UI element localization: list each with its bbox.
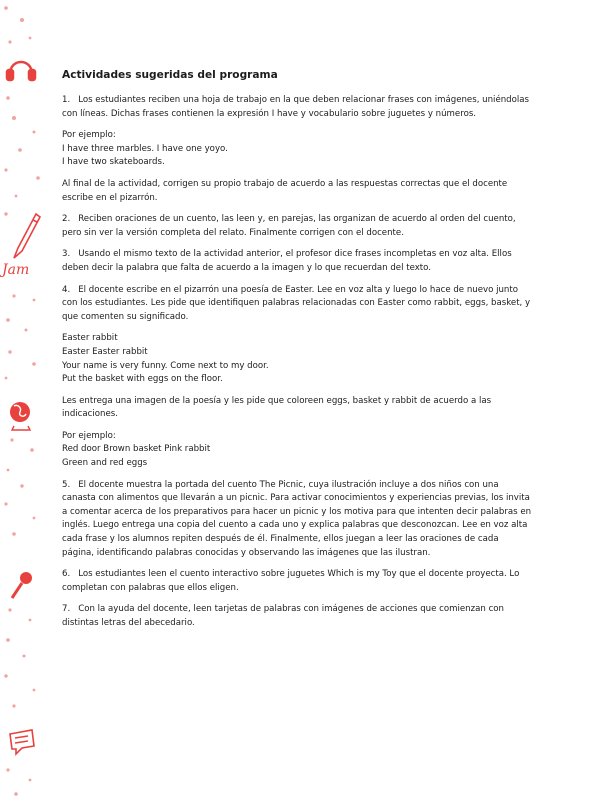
poem-line: Easter Easter rabbit [62, 346, 148, 357]
poem-line: Your name is very funny. Come next to my door. [62, 360, 269, 371]
activity-number: 3. [62, 249, 71, 260]
activity-5 [62, 479, 532, 561]
globe-icon [10, 402, 30, 430]
example-label: Por ejemplo: [62, 430, 116, 441]
example-line: Green and red eggs [62, 458, 148, 469]
activity-2 [62, 213, 532, 240]
example-label: Por ejemplo: [62, 130, 116, 141]
activity-7 [62, 603, 532, 630]
document-body [62, 68, 532, 639]
activity-number: 2. [62, 214, 71, 225]
activity-number: 6. [62, 569, 71, 580]
example-line: I have three marbles. I have one yoyo. [62, 143, 228, 154]
chat-bubble-icon [10, 730, 34, 754]
activity-4 [62, 284, 532, 325]
activity-text: El docente muestra la portada del cuento The Picnic, cuya ilustración incluye a dos niños con una canasta con alimentos que llevarán a un picnic. Para activar conocimientos y experiencias previas, los invita a comentar acerca de los preparativos para hacer un picnic y los motiva para que intenten decir palabras en inglés. Luego entrega una copia del cuento a cada uno y explica palabras que desconozcan. Lee en voz alta cada frase y los alumnos repiten después de él. Finalmente, ellos juegan a leer las oraciones de cada página, identificando palabras conocidas y observando las imágenes que las ilustran. [62, 479, 532, 558]
example-line: Red door Brown basket Pink rabbit [62, 444, 211, 455]
poem-block [62, 332, 532, 386]
poem-line: Put the basket with eggs on the floor. [62, 374, 223, 385]
example-block [62, 129, 532, 170]
activity-text: El docente escribe en el pizarrón una poesía de Easter. Lee en voz alta y luego lo hace de nuevo junto con los estudiantes. Les pide que identifiquen palabras relacionadas con Easter como rabbit, eggs, basket, y que comenten su significado. [62, 284, 531, 322]
example-line: I have two skateboards. [62, 157, 165, 168]
activity-text: Usando el mismo texto de la actividad anterior, el profesor dice frases incompletas en voz alta. Ellos deben decir la palabra que falta de acuerdo a la imagen y lo que recuerdan del texto. [62, 249, 512, 273]
activity-3 [62, 248, 532, 275]
activity-number: 7. [62, 604, 71, 615]
margin-decoration [0, 0, 50, 800]
activity-text: Los estudiantes leen el cuento interactivo sobre juguetes Which is my Toy que el docente proyecta. Lo completan con palabras que ellos eligen. [62, 569, 520, 593]
activity-text: Los estudiantes reciben una hoja de trabajo en la que deben relacionar frases con imágenes, uniéndolas con líneas. Dichas frases contienen la expresión I have y vocabulario sobre juguetes y números. [62, 95, 530, 119]
paragraph: Al final de la actividad, corrigen su propio trabajo de acuerdo a las respuestas correctas que el docente escribe en el pizarrón. [62, 178, 508, 203]
jam-text: Jam [2, 262, 30, 278]
dot-pattern [4, 6, 40, 796]
activity-text: Reciben oraciones de un cuento, las leen y, en parejas, las organizan de acuerdo al orden del cuento, pero sin ver la versión completa del relato. Finalmente corrigen con el docente. [62, 214, 516, 238]
headphones-icon [7, 62, 35, 80]
poem-line: Easter rabbit [62, 333, 118, 344]
activity-number: 4. [62, 284, 71, 295]
page-title: Actividades sugeridas del programa [62, 69, 278, 81]
example-block [62, 430, 532, 471]
microphone-icon [12, 572, 32, 598]
activity-text: Con la ayuda del docente, leen tarjetas de palabras con imágenes de acciones que comienzan con distintas letras del abecedario. [62, 604, 505, 628]
activity-1 [62, 94, 532, 121]
activity-number: 5. [62, 479, 71, 490]
pencil-icon [14, 214, 40, 258]
activity-number: 1. [62, 95, 71, 105]
paragraph: Les entrega una imagen de la poesía y les pide que coloreen eggs, basket y rabbit de acuerdo a las indicaciones. [62, 395, 492, 420]
activity-6 [62, 568, 532, 595]
